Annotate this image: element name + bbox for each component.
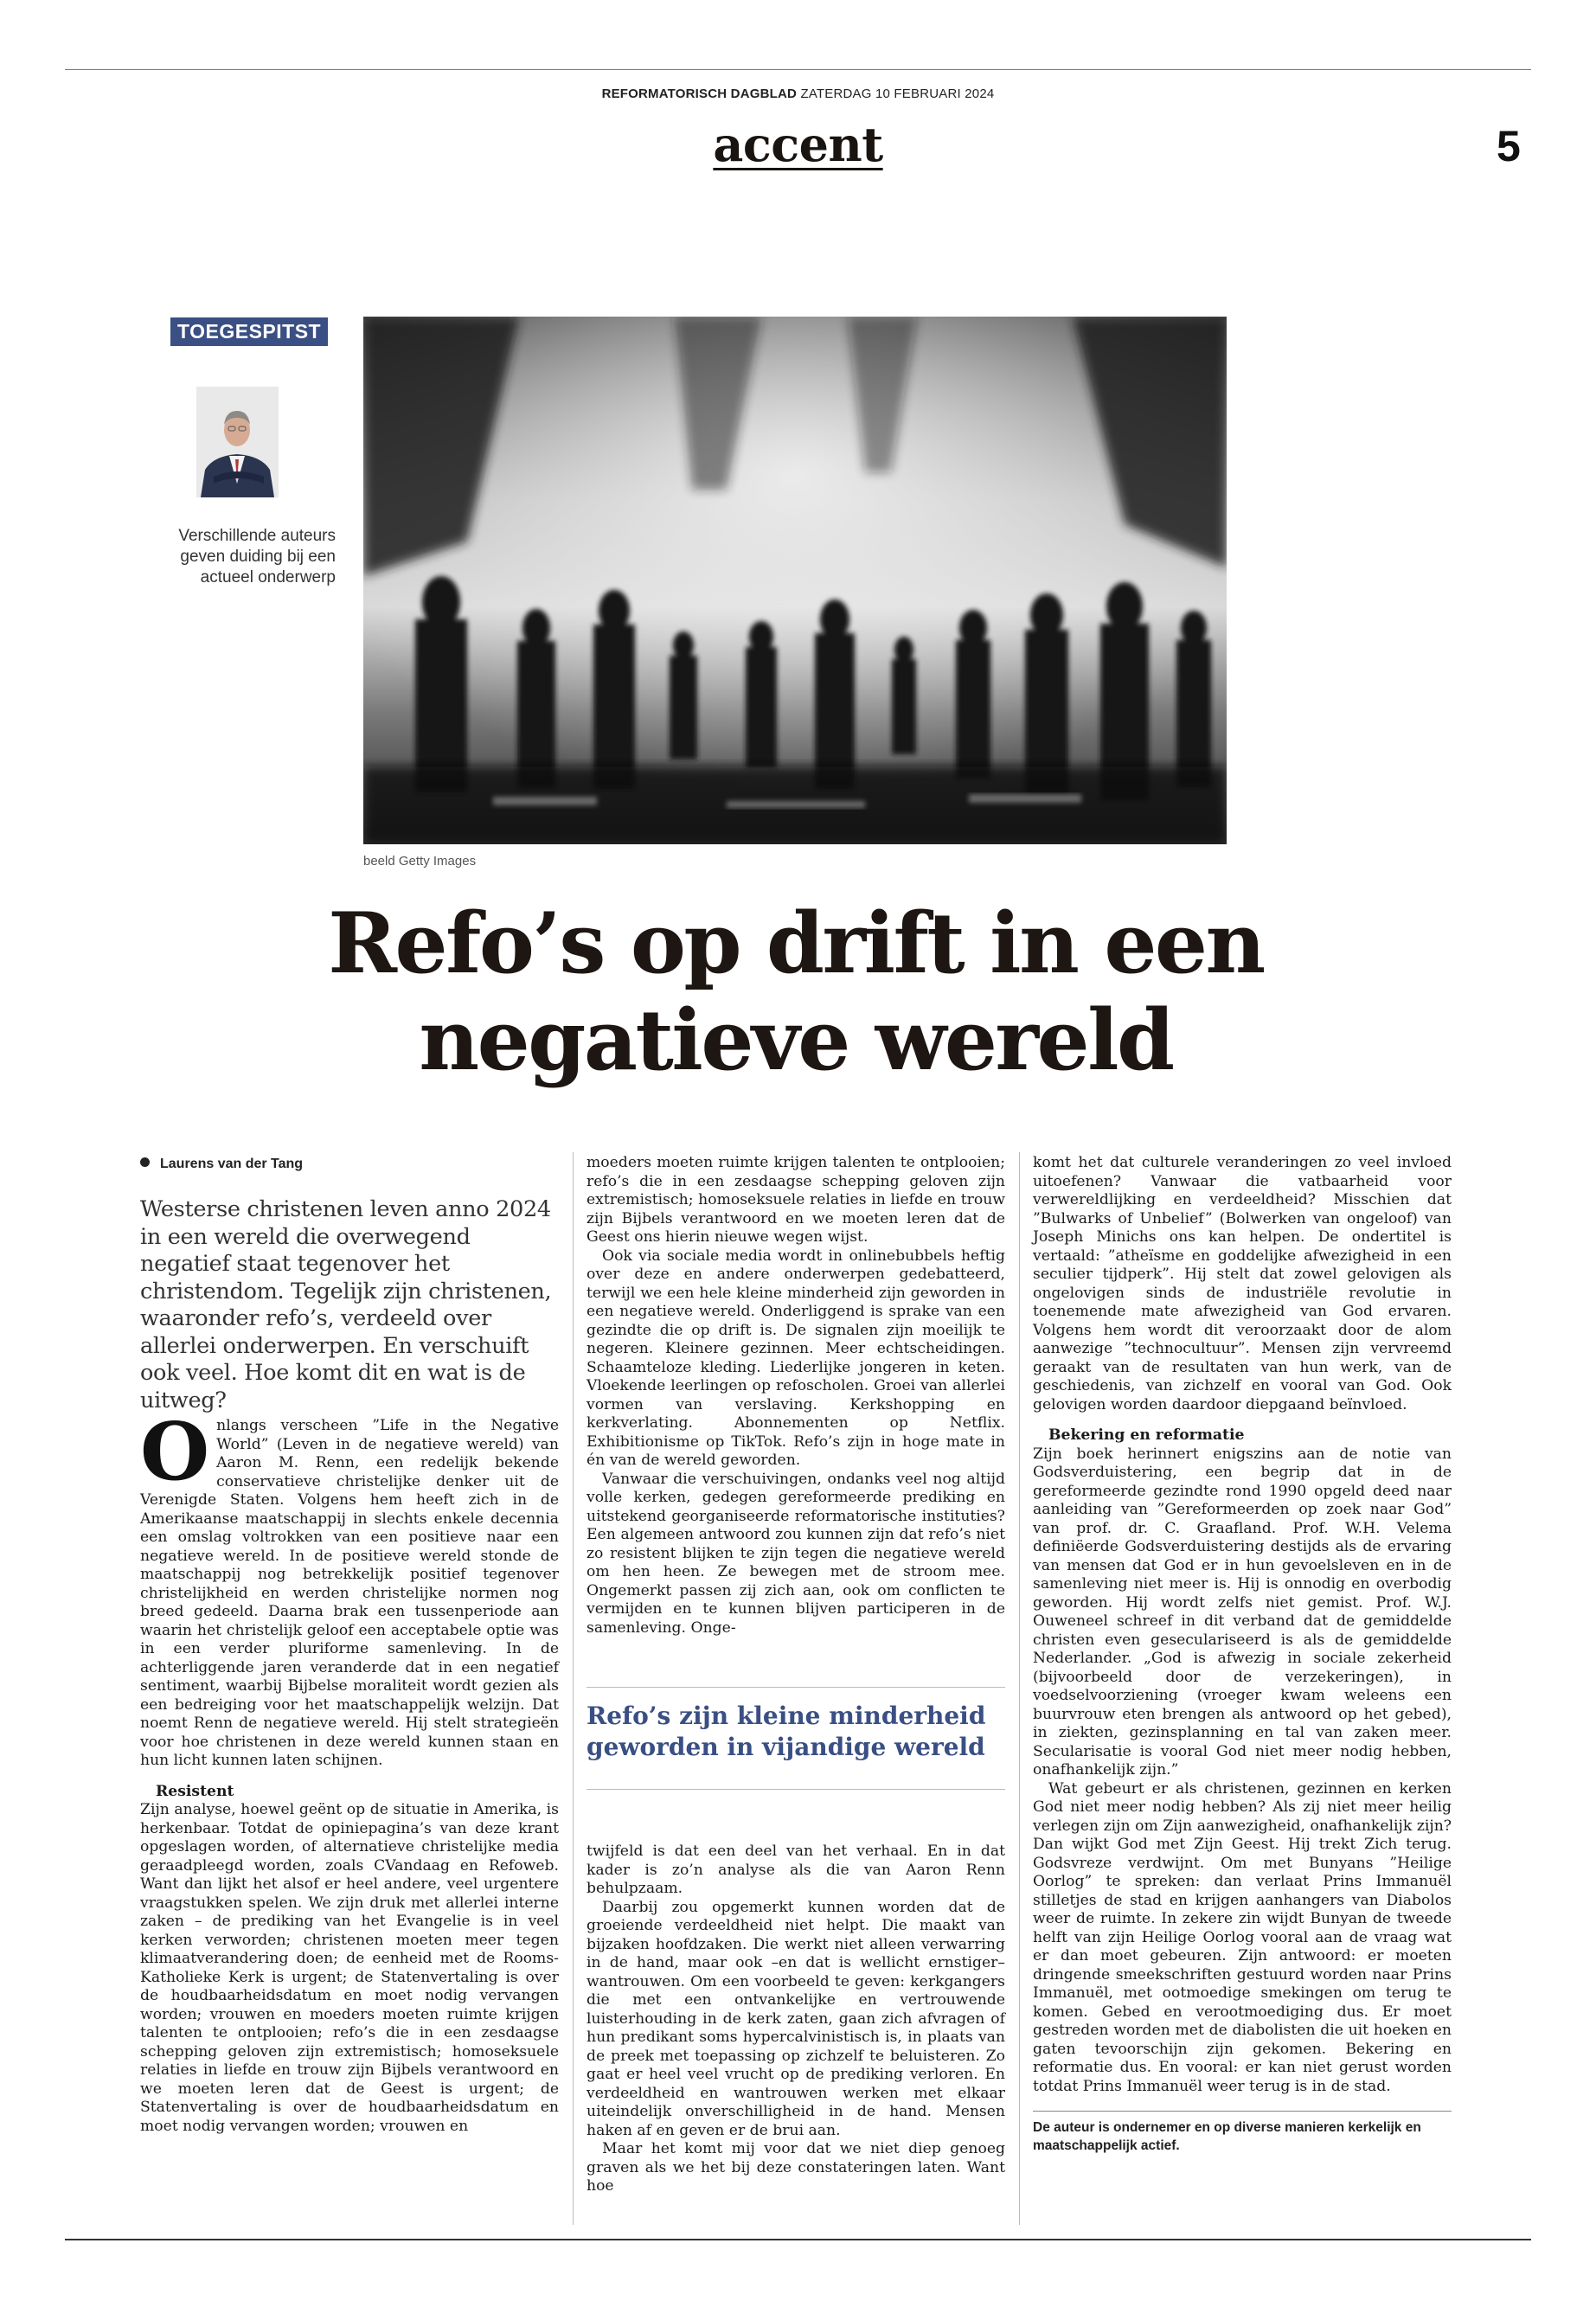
paragraph: Maar het komt mij voor dat we niet diep genoeg graven als we het bij deze constateringen laten. Want hoe: [586, 2140, 1005, 2195]
paragraph: Ook via sociale media wordt in onlinebubbels heftig over deze en andere onderwerpen gedebatteerd, terwijl we een hele kleine minderheid zijn geworden in een negatieve wereld. Onderliggend is sprake van een gezindte die op drift is. De signalen zijn moeilijk te negeren. Kleinere gezinnen. Meer echtscheidingen. Schaamteloze kleding. Liederlijke jongeren in keten. Vloekende leerlingen op refoscholen. Groei van allerlei vormen van verslaving. Kerkshopping en kerkverlating. Abonnementen op Netflix. Exhibitionisme op TikTok. Refo’s zijn in hoge mate in én van de wereld geworden.: [586, 1247, 1005, 1469]
issue-date: ZATERDAG 10 FEBRUARI 2024: [800, 87, 995, 101]
column-divider: [573, 1152, 574, 2225]
column-divider: [1019, 1152, 1020, 2225]
subhead: Resistent: [156, 1782, 234, 1800]
paper-name: REFORMATORISCH DAGBLAD: [601, 87, 798, 101]
section-title: accent: [713, 117, 883, 172]
paragraph: Daarbij zou opgemerkt kunnen worden dat de groeiende verdeeldheid niet helpt. Die maakt van bijzaken hoofdzaken. Die werkt niet alleen verwarring in de hand, maar ook –en dat is wellicht ernstiger– wantrouwen. Om een voorbeeld te geven: kerkgangers die met een ontvankelijke en vertrouwende luisterhouding in de kerk zaten, gaan zich afvragen of hun predikant soms hypercalvinistisch is, in plaats van de preek met toepassing op zichzelf te beluisteren. Zo gaat er heel veel vrucht op de prediking verloren. En verdeeldheid en wantrouwen werken met elkaar uiteindelijk onverschilligheid in de hand. Mensen haken af en geven er de brui aan.: [586, 1898, 1005, 2139]
author-note: De auteur is ondernemer en op diverse manieren kerkelijk en maatschappelijk actief.: [1033, 2111, 1452, 2155]
subhead: Bekering en reformatie: [1048, 1426, 1245, 1444]
top-rule: [65, 69, 1531, 70]
bottom-rule: [65, 2239, 1531, 2240]
dropcap: O: [140, 1405, 210, 1498]
paragraph: moeders moeten ruimte krijgen talenten te ontplooien; refo’s die in een zesdaagse schepping geloven zijn extremistisch; homoseksuele relaties in liefde en trouw zijn Bijbels verantwoord en we moeten leren dat de Geest ons hierin nieuwe wegen wijst.: [586, 1154, 1005, 1246]
column-2: [586, 1154, 1005, 1638]
paragraph: komt het dat culturele veranderingen zo veel invloed uitoefenen? Vanwaar die vatbaarheid voor verwereldlijking en verdeeldheid? Misschien dat ”Bulwarks of Unbelief” (Bolwerken van ongeloof) van Joseph Minichs ons kan helpen. De ondertitel is vertaald: ”atheïsme en goddelijke afwezigheid in een seculier tijdperk”. Hij stelt dat zowel gelovigen als ongelovigen sinds de industriële revolutie in toenemende mate afwezigheid van God ervaren. Volgens hem wordt dit veroorzaakt door de alom aanwezige ”technocultuur”. Mensen zijn vervreemd geraakt van de resultaten van hun werk, van de geschiedenis, van zichzelf en vooral van God. Ook gelovigen worden daardoor diepgaand beïnvloed.: [1033, 1154, 1452, 1413]
column-2-continued: [586, 1843, 1005, 2196]
column-3: [1033, 1154, 1452, 2096]
crowd-photo-icon: [363, 317, 1227, 844]
page-number: 5: [1497, 122, 1521, 170]
column-blurb: Verschillende auteurs geven duiding bij een actueel onderwerp: [178, 527, 336, 586]
byline-dot-icon: [140, 1157, 150, 1167]
author-name: Laurens van der Tang: [160, 1157, 304, 1171]
photo-credit: beeld Getty Images: [363, 854, 477, 868]
pullquote-rule: [586, 1789, 1005, 1790]
column-1: [140, 1405, 559, 2136]
paragraph: Zijn analyse, hoewel geënt op de situatie in Amerika, is herkenbaar. Totdat de opiniepagina’s van deze krant opgeslagen worden, of alternatieve christelijke media geraadpleegd worden, zoals CVandaag en Refoweb. Want dan lijkt het alsof er heel andere, veel urgentere vraagstukken spelen. We zijn druk met allerlei interne zaken – de prediking van het Evangelie is in veel kerken verworden; christenen moeten meer tegen klimaatverandering doen; de eenheid met de Rooms-Katholieke Kerk is urgent; de Statenvertaling is over de houdbaarheidsdatum en moet nodig vervangen worden; vrouwen en moeders moeten ruimte krijgen talenten te ontplooien; refo’s die in een zesdaagse schepping geloven zijn extremistisch; homoseksuele relaties in liefde en trouw zijn Bijbels verantwoord en we moeten leren dat de Geest is urgent; de Statenvertaling is over de houdbaarheidsdatum en moet nodig vervangen worden; vrouwen en: [140, 1801, 559, 2135]
paragraph: Onlangs verscheen ”Life in the Negative World” (Leven in de negatieve wereld) van Aaron M. Renn, een redelijk bekende conservatieve christelijke denker uit de Verenigde Staten. Volgens hem heeft zich in de Amerikaanse maatschappij in slechts enkele decennia een omslag voltrokken van een positieve naar een negatieve wereld. In de positieve wereld stonde de maatschappij nog betrekkelijk positief tegenover christelijkheid en werden christelijke normen nog breed gedeeld. Daarna brak een tussenperiode aan waarin het christelijk geloof een acceptabele optie was in een verder pluriforme samenleving. In de achterliggende jaren veranderde dat in een negatief sentiment, waarbij Bijbelse moraliteit wordt gezien als een bedreiging voor het maatschappelijk welzijn. Dat noemt Renn de negatieve wereld. Hij stelt strategieën voor hoe christenen in deze wereld kunnen staan en hun licht kunnen laten schijnen.: [140, 1405, 559, 1769]
kicker-label: TOEGESPITST: [170, 317, 328, 346]
author-portrait-icon: [196, 387, 279, 497]
paragraph: twijfeld is dat een deel van het verhaal. En in dat kader is zo’n analyse als die van Aaron Renn behulpzaam.: [586, 1843, 1005, 1897]
paragraph: Zijn boek herinnert enigszins aan de notie van Godsverduistering, een begrip dat in de gereformeerde gezindte rond 1990 opgeld deed naar aanleiding van ”Gereformeerden op zoek naar God” van prof. dr. C. Graafland. Prof. W.H. Velema definiëerde Godsverduistering destijds als de ervaring van mensen dat God er in hun gevoelsleven en in de samenleving niet meer is. Hij is onnodig en overbodig geworden. Hij wordt zelfs niet gemist. Prof. W.J. Ouweneel schreef in dit verband dat de gemiddelde christen even geseculariseerd is als de gemiddelde Nederlander. „God is afwezig in sociale zekerheid (bijvoorbeeld door de verzekeringen), in voedselvoorziening (vroeger kwam weleens een buurvrouw eten brengen als antwoord op het gebed), in ziekten, gezinsplanning en tal van zaken meer. Secularisatie is vooral God niet meer nodig hebben, onafhankelijk zijn.”: [1033, 1445, 1452, 1779]
intro-paragraph: Westerse christenen leven anno 2024 in een wereld die overwegend negatief staat tegenover het christendom. Tegelijk zijn christenen, waaronder refo’s, verdeeld over allerlei onderwerpen. En verschuift ook veel. Hoe komt dit en wat is de uitweg?: [140, 1196, 552, 1413]
paragraph: Wat gebeurt er als christenen, gezinnen en kerken God niet meer nodig hebben? Als zij niet meer heilig verlegen zijn om Zijn aanwezigheid, onafhankelijk zijn? Dan wijkt God met Zijn Geest. Hij trekt Zich terug. Godsvreze verdwijnt. Om met Bunyans ”Heilige Oorlog” te spreken: dan verlaat Prins Immanuël stilletjes de stad en krijgen aanhangers van Diabolos weer de ruimte. In zekere zin wijdt Bunyan de tweede helft van zijn Heilige Oorlog vooral aan de vraag wat er dan moet gebeuren. Zijn antwoord: er moeten dringende smeekschriften gestuurd worden naar Prins Immanuël, met ootmoedige smekingen om terug te komen. Gebed en verootmoediging dus. Er moet gestreden worden met de diabolisten die uit hoeken en gaten tevoorschijn zijn gekomen. Bekering en reformatie dus. En vooral: er kan niet gerust worden totdat Prins Immanuël weer terug is in de stad.: [1033, 1779, 1452, 2095]
pullquote-rule: [586, 1687, 1005, 1688]
headline: Refo’s op drift in een negatieve wereld: [328, 894, 1264, 1089]
paragraph: Vanwaar die verschuivingen, ondanks veel nog altijd volle kerken, gedegen gereformeerde prediking en uitstekend georganiseerde reformatorische instituties? Een algemeen antwoord zou kunnen zijn dat refo’s niet zo resistent blijken te zijn tegen die negatieve wereld om hen heen. Ze bewegen met de stroom mee. Ongemerkt passen zij zich aan, ook om conflicten te vermijden en te kunnen blijven participeren in de samenleving. Onge-: [586, 1470, 1005, 1637]
masthead: [0, 87, 1596, 101]
byline: [140, 1157, 303, 1172]
pullquote: Refo’s zijn kleine minderheid geworden in vijandige wereld: [586, 1702, 986, 1761]
